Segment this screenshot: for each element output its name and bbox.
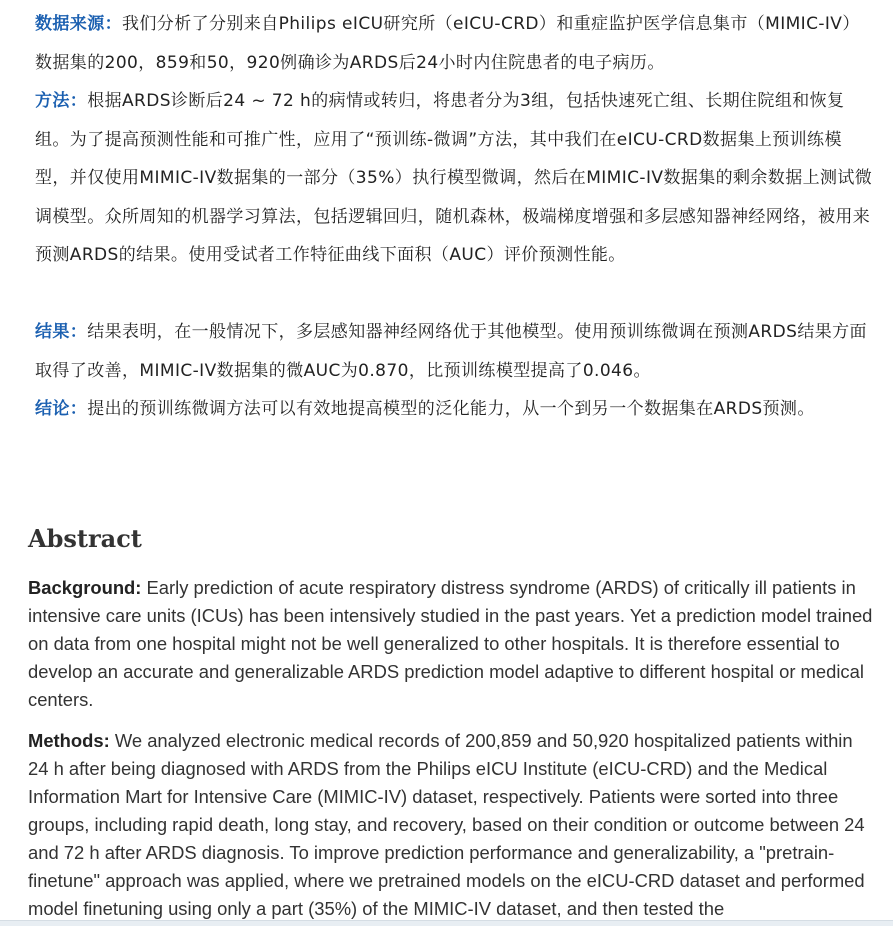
abstract-methods-label: Methods: xyxy=(28,730,110,751)
cn-methods-label: 方法： xyxy=(35,91,88,111)
cn-methods-paragraph xyxy=(35,82,875,275)
cn-results-text: 结果表明，在一般情况下，多层感知器神经网络优于其他模型。使用预训练微调在预测ARDS结果方面取得了改善，MIMIC-IV数据集的微AUC为0.870，比预训练模型提高了0.046。 xyxy=(35,322,867,381)
cn-results-paragraph xyxy=(35,313,875,390)
cn-methods-text: 根据ARDS诊断后24 ~ 72 h的病情或转归，将患者分为3组，包括快速死亡组、长期住院组和恢复组。为了提高预测性能和可推广性，应用了“预训练-微调”方法，其中我们在eICU-CRD数据集上预训练模型，并仅使用MIMIC-IV数据集的一部分（35%）执行模型微调，然后在MIMIC-IV数据集的剩余数据上测试微调模型。众所周知的机器学习算法，包括逻辑回归，随机森林，极端梯度增强和多层感知器神经网络，被用来预测ARDS的结果。使用受试者工作特征曲线下面积（AUC）评价预测性能。 xyxy=(35,91,873,265)
cn-data-sources-label: 数据来源： xyxy=(35,14,122,34)
abstract-background-text: Early prediction of acute respiratory distress syndrome (ARDS) of critically ill patients in intensive care units (ICUs) has been intensively studied in the past years. Yet a prediction model trained on data from one hospital might not be well generalized to other hospitals. It is therefore essential to develop an accurate and generalizable ARDS prediction model adaptive to different hospital or medical centers. xyxy=(28,577,873,710)
cn-data-sources-text: 我们分析了分别来自Philips eICU研究所（eICU-CRD）和重症监护医学信息集市（MIMIC-IV）数据集的200，859和50，920例确诊为ARDS后24小时内住院患者的电子病历。 xyxy=(35,14,860,73)
abstract-background-paragraph xyxy=(28,574,873,714)
abstract-methods-text: We analyzed electronic medical records of 200,859 and 50,920 hospitalized patients within 24 h after being diagnosed with ARDS from the Philips eICU Institute (eICU-CRD) and the Medical Information Mart for Intensive Care (MIMIC-IV) dataset, respectively. Patients were sorted into three groups, including rapid death, long stay, and recovery, based on their condition or outcome between 24 and 72 h after ARDS diagnosis. To improve prediction performance and generalizability, a "pretrain-finetune" approach was applied, where we pretrained models on the eICU-CRD dataset and performed model finetuning using only a part (35%) of the MIMIC-IV dataset, and then tested the xyxy=(28,730,865,919)
cn-conclusion-label: 结论： xyxy=(35,399,88,419)
cn-conclusion-paragraph xyxy=(35,390,875,429)
abstract-background-label: Background: xyxy=(28,577,142,598)
abstract-heading: Abstract xyxy=(28,524,142,553)
cn-results-label: 结果： xyxy=(35,322,88,342)
cn-conclusion-text: 提出的预训练微调方法可以有效地提高模型的泛化能力，从一个到另一个数据集在ARDS预测。 xyxy=(87,399,815,419)
cn-data-sources-paragraph xyxy=(35,5,875,82)
horizontal-scrollbar[interactable] xyxy=(0,920,893,926)
abstract-methods-paragraph xyxy=(28,727,873,923)
